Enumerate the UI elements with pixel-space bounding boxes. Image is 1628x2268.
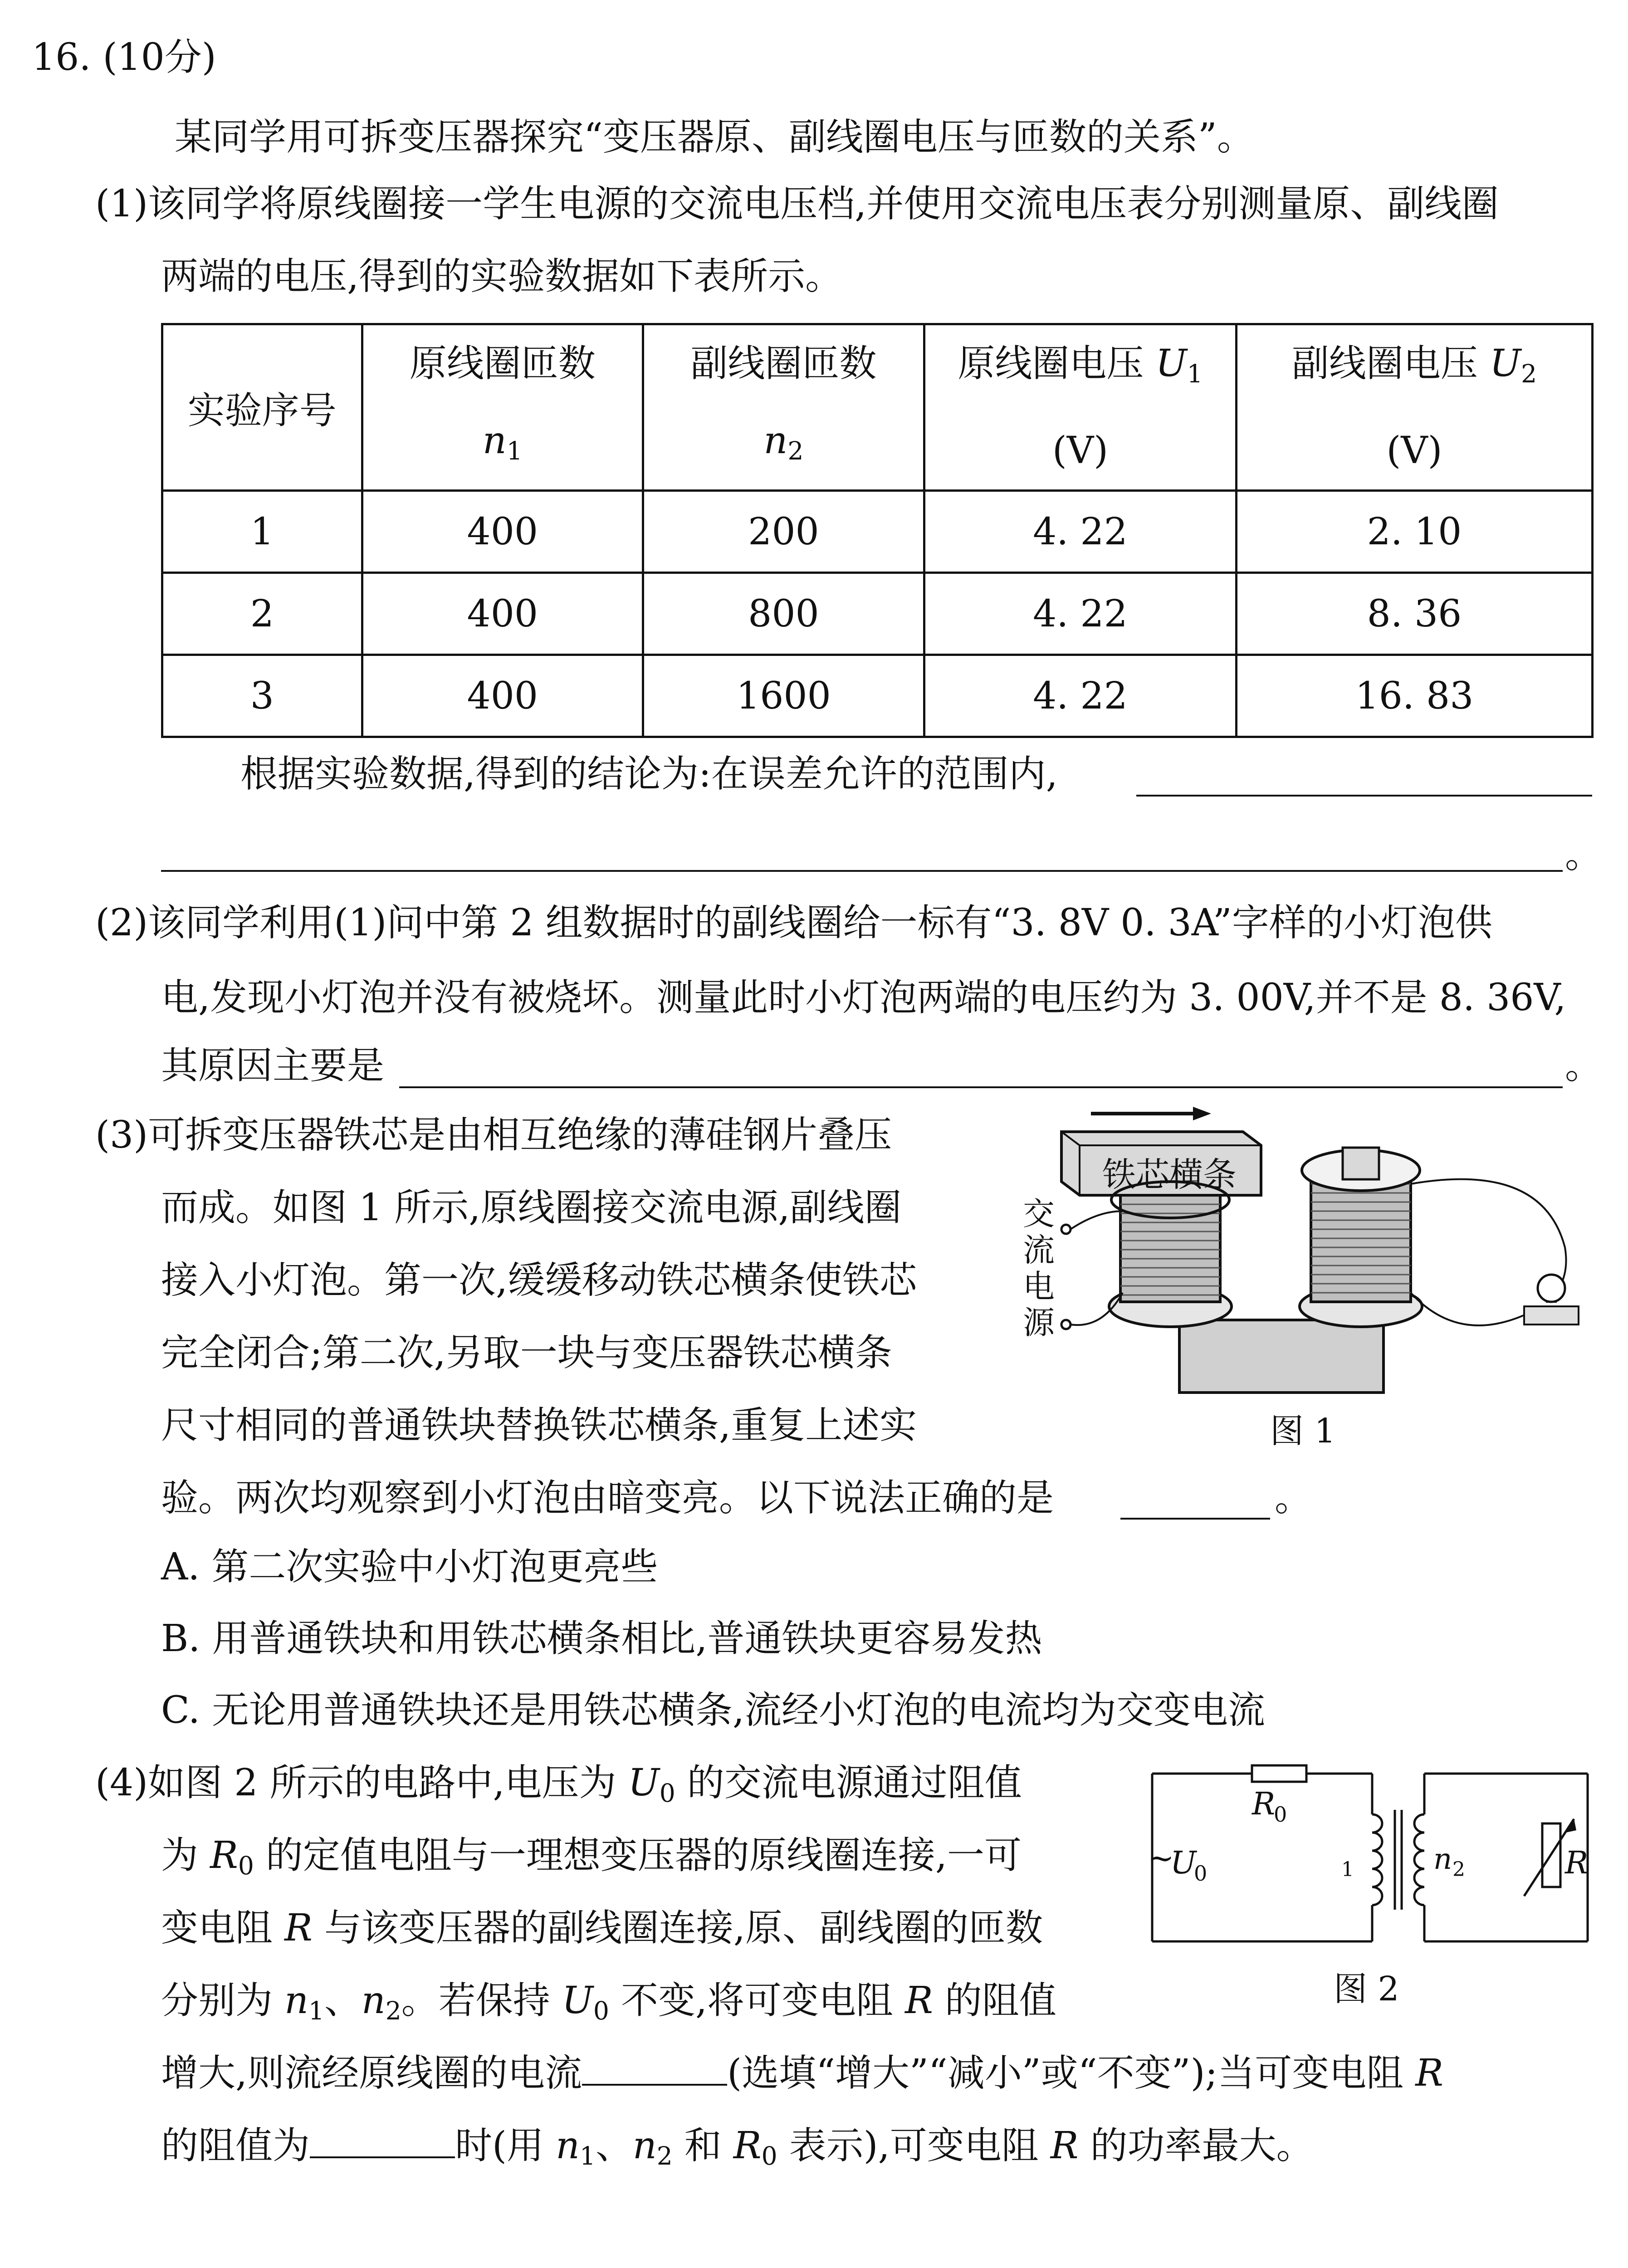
lamp-holder	[1524, 1306, 1579, 1325]
table-header-cell: 副线圈电压 $U_2$ (V)	[1237, 324, 1593, 491]
conclusion-end: 。	[1565, 833, 1603, 876]
label-r0-sub: 0	[1274, 1802, 1287, 1827]
part3-line: 完全闭合;第二次,另取一块与变压器铁芯横条	[161, 1331, 892, 1374]
table-cell: 400	[362, 655, 643, 737]
table-cell: 800	[643, 573, 924, 655]
table-cell: 2	[162, 573, 362, 655]
question-intro: 某同学用可拆变压器探究“变压器原、副线圈电压与匝数的关系”。	[175, 116, 1254, 159]
table-row	[162, 573, 1593, 655]
answer-blank	[1136, 795, 1592, 797]
resistor-r0	[1252, 1765, 1306, 1782]
table-cell: 1	[162, 491, 362, 573]
source-label-4: 源	[1023, 1304, 1055, 1341]
lamp-wire-1	[1411, 1179, 1566, 1293]
option-b: B. 用普通铁块和用铁芯横条相比,普通铁块更容易发热	[161, 1617, 1042, 1660]
part1-line2: 两端的电压,得到的实验数据如下表所示。	[161, 255, 843, 298]
source-label-3: 电	[1023, 1268, 1055, 1305]
experiment-table	[161, 323, 1594, 738]
table-row	[162, 655, 1593, 737]
lamp-wire-2	[1411, 1293, 1533, 1325]
table-header-row	[162, 324, 1593, 491]
part4-line6: 的阻值为 时(用 $n_1$、$n_2$ 和 $R_0$ 表示),可变电阻 R 的功率最大。	[161, 2124, 1314, 2170]
part4-line4: 分别为 $n_1$、$n_2$。若保持 $U_0$ 不变,将可变电阻 R 的阻值	[161, 1979, 1056, 2025]
part3-line: 而成。如图 1 所示,原线圈接交流电源,副线圈	[161, 1186, 902, 1229]
table-header-cell: 实验序号	[162, 324, 362, 491]
question-header: 16. (10分)	[32, 36, 216, 79]
table-header-cell: 原线圈匝数 $n_1$	[362, 324, 643, 491]
part3-line: 尺寸相同的普通铁块替换铁芯横条,重复上述实	[161, 1404, 917, 1447]
option-c: C. 无论用普通铁块还是用铁芯横条,流经小灯泡的电流均为交变电流	[161, 1689, 1266, 1732]
table-cell: 4. 22	[924, 491, 1236, 573]
part3-last-prefix: 验。两次均观察到小灯泡由暗变亮。以下说法正确的是	[161, 1476, 1054, 1520]
part2-line3-end: 。	[1565, 1044, 1603, 1087]
table-cell: 8. 36	[1237, 573, 1593, 655]
table-row	[162, 491, 1593, 573]
label-n2: n	[1433, 1843, 1452, 1876]
part4-line1: (4)如图 2 所示的电路中,电压为 $U_0$ 的交流电源通过阻值	[95, 1761, 1022, 1808]
table-cell: 200	[643, 491, 924, 573]
answer-blank	[161, 870, 1563, 872]
part4-line2: 为 $R_0$ 的定值电阻与一理想变压器的原线圈连接,一可	[161, 1834, 1022, 1880]
figure-1-transformer	[998, 1093, 1610, 1447]
primary-coil	[1372, 1814, 1382, 1905]
answer-blank	[399, 1086, 1563, 1088]
part4-line3: 变电阻 R 与该变压器的副线圈连接,原、副线圈的匝数	[161, 1906, 1043, 1950]
source-terminal-2	[1061, 1320, 1071, 1329]
table-cell: 4. 22	[924, 655, 1236, 737]
answer-blank	[1120, 1518, 1270, 1520]
label-n2-sub: 2	[1452, 1858, 1465, 1881]
lamp-bulb	[1538, 1275, 1565, 1302]
part4-line5: 增大,则流经原线圈的电流 (选填“增大”“减小”或“不变”);当可变电阻 R	[161, 2052, 1444, 2095]
option-a: A. 第二次实验中小灯泡更亮些	[161, 1545, 658, 1589]
part2-line3-prefix: 其原因主要是	[161, 1044, 385, 1087]
part1-line1: (1)该同学将原线圈接一学生电源的交流电压档,并使用交流电压表分别测量原、副线圈	[95, 182, 1499, 225]
source-terminal-1	[1061, 1225, 1071, 1234]
conclusion-prefix: 根据实验数据,得到的结论为:在误差允许的范围内,	[240, 753, 1058, 796]
figure-2-caption: 图 2	[1334, 1970, 1399, 2009]
table-header-cell: 副线圈匝数 $n_2$	[643, 324, 924, 491]
part3-last-end: 。	[1275, 1476, 1312, 1520]
label-u0: U	[1170, 1845, 1197, 1881]
secondary-coil	[1414, 1814, 1424, 1905]
answer-blank	[582, 2052, 727, 2086]
label-r0: R	[1252, 1786, 1276, 1822]
source-label-1: 交	[1023, 1195, 1055, 1232]
table-cell: 1600	[643, 655, 924, 737]
part3-line: 接入小灯泡。第一次,缓缓移动铁芯横条使铁芯	[161, 1259, 917, 1302]
move-arrow-head	[1193, 1107, 1211, 1120]
iron-core-base	[1179, 1320, 1384, 1393]
figure-1-caption: 图 1	[1270, 1412, 1336, 1447]
table-cell: 3	[162, 655, 362, 737]
table-cell: 2. 10	[1237, 491, 1593, 573]
table-cell: 400	[362, 491, 643, 573]
source-label-2: 流	[1023, 1232, 1055, 1269]
table-header-cell: 原线圈电压 $U_1$ (V)	[924, 324, 1236, 491]
part2-line1: (2)该同学利用(1)问中第 2 组数据时的副线圈给一标有“3. 8V 0. 3A”字样的小灯泡供	[95, 901, 1492, 944]
label-n1-sub: 1	[1341, 1858, 1354, 1881]
label-r: R	[1565, 1845, 1589, 1881]
iron-bar-label: 铁芯横条	[1102, 1155, 1237, 1194]
label-u0-sub: 0	[1194, 1861, 1208, 1886]
source-tilde: ~	[1148, 1839, 1174, 1877]
answer-blank	[310, 2125, 455, 2158]
part2-line2: 电,发现小灯泡并没有被烧坏。测量此时小灯泡两端的电压约为 3. 00V,并不是 8. 36V,	[161, 976, 1566, 1019]
part3-line: (3)可拆变压器铁芯是由相互绝缘的薄硅钢片叠压	[95, 1114, 892, 1157]
table-cell: 16. 83	[1237, 655, 1593, 737]
table-cell: 400	[362, 573, 643, 655]
table-cell: 4. 22	[924, 573, 1236, 655]
figure-2-circuit	[1143, 1760, 1597, 2014]
core-post	[1343, 1148, 1379, 1179]
